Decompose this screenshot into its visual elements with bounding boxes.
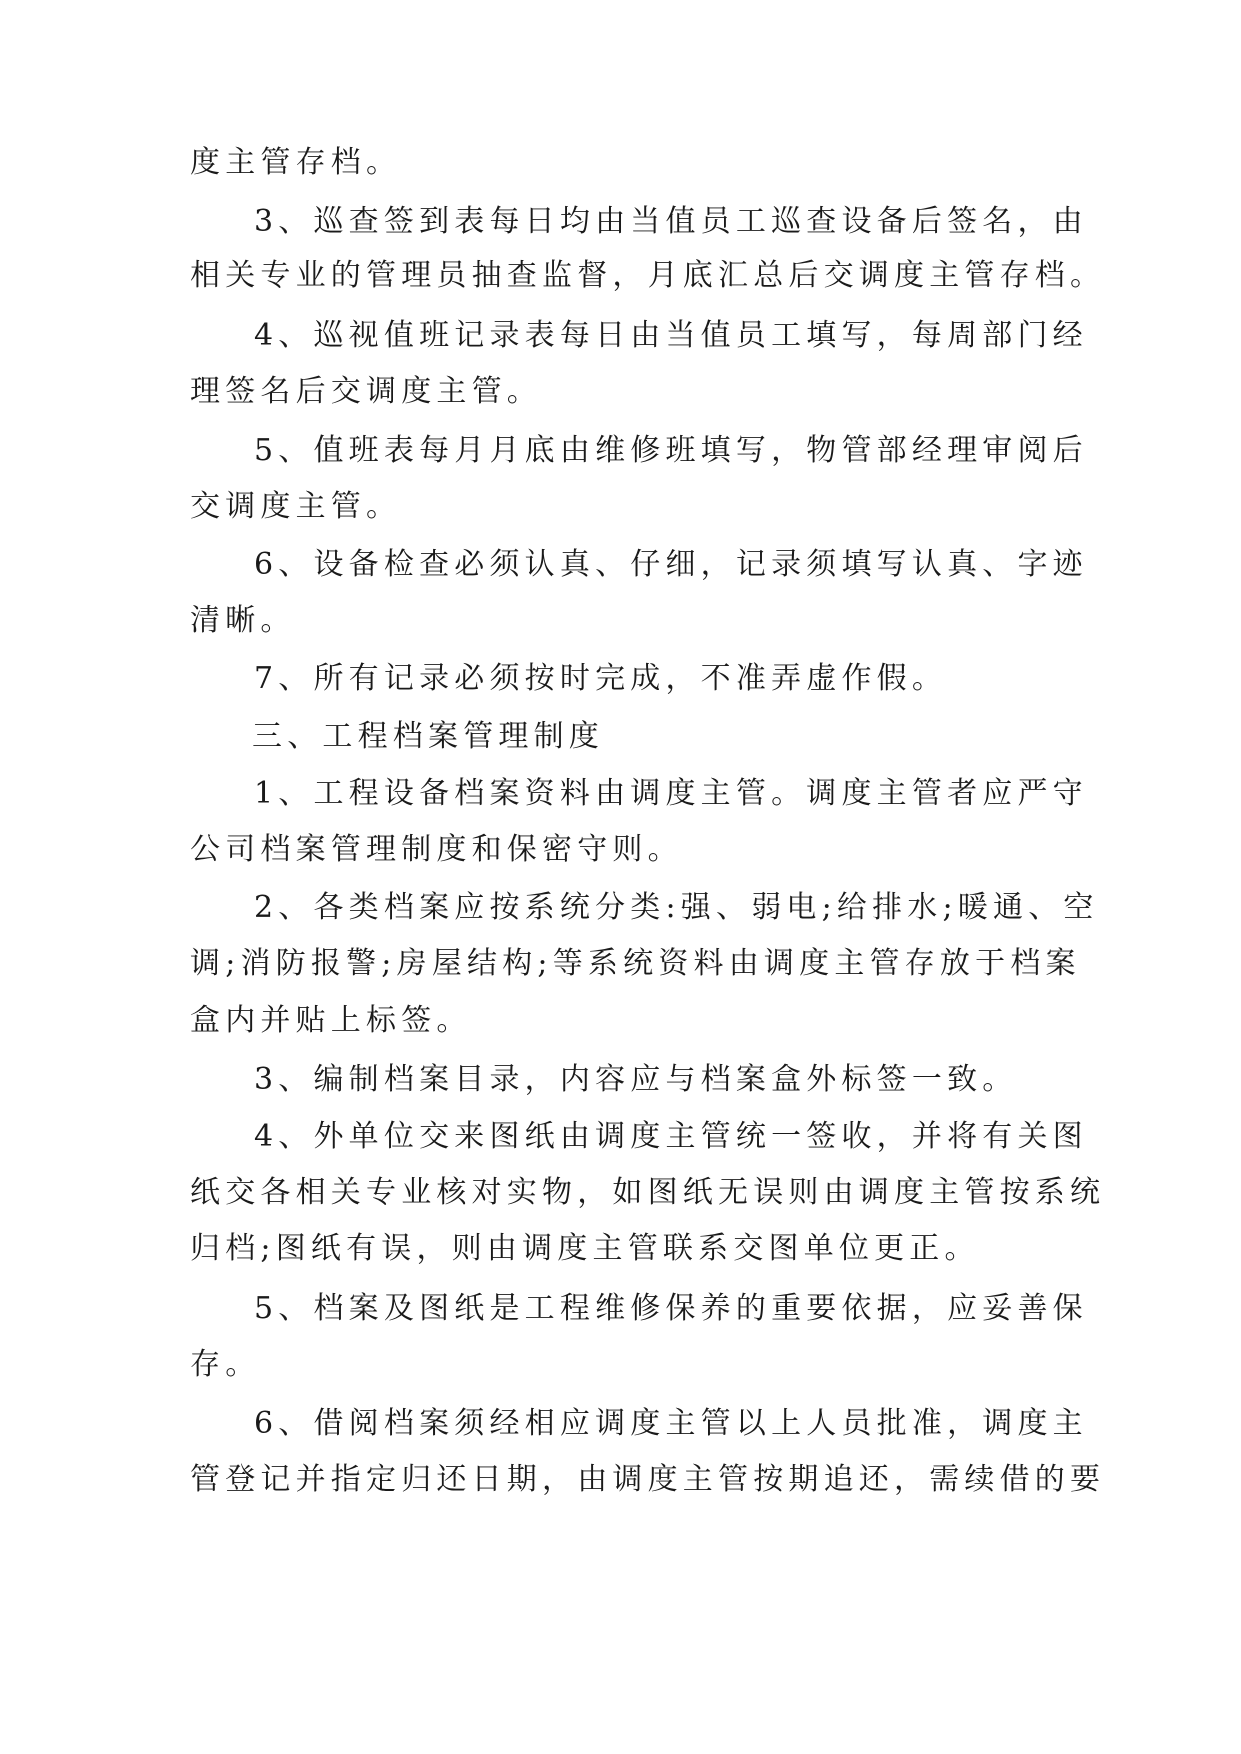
- text-line: 6、借阅档案须经相应调度主管以上人员批准，调度主: [254, 1406, 1088, 1441]
- text-line: 3、巡查签到表每日均由当值员工巡查设备后签名，由: [254, 204, 1088, 239]
- text-line: 4、外单位交来图纸由调度主管统一签收，并将有关图: [254, 1119, 1088, 1154]
- section-heading: 三、工程档案管理制度: [252, 719, 604, 754]
- text-line: 1、工程设备档案资料由调度主管。调度主管者应严守: [254, 776, 1088, 811]
- text-line: 6、设备检查必须认真、仔细，记录须填写认真、字迹: [254, 547, 1088, 582]
- text-line: 归档;图纸有误，则由调度主管联系交图单位更正。: [190, 1231, 980, 1266]
- text-line: 相关专业的管理员抽查监督，月底汇总后交调度主管存档。: [190, 258, 1106, 293]
- text-line: 交调度主管。: [190, 489, 402, 524]
- text-line: 度主管存档。: [190, 145, 402, 180]
- text-line: 4、巡视值班记录表每日由当值员工填写，每周部门经: [254, 318, 1088, 353]
- text-line: 存。: [190, 1347, 261, 1382]
- text-line: 清晰。: [190, 603, 296, 638]
- text-line: 7、所有记录必须按时完成，不准弄虚作假。: [254, 661, 948, 696]
- text-line: 管登记并指定归还日期，由调度主管按期追还，需续借的要: [190, 1462, 1106, 1497]
- text-line: 纸交各相关专业核对实物，如图纸无误则由调度主管按系统: [190, 1175, 1106, 1210]
- text-line: 公司档案管理制度和保密守则。: [190, 832, 683, 867]
- text-line: 5、档案及图纸是工程维修保养的重要依据，应妥善保: [254, 1291, 1088, 1326]
- text-line: 盒内并贴上标签。: [190, 1003, 472, 1038]
- text-line: 理签名后交调度主管。: [190, 374, 542, 409]
- text-line: 调;消防报警;房屋结构;等系统资料由调度主管存放于档案: [190, 946, 1081, 981]
- text-line: 2、各类档案应按系统分类:强、弱电;给排水;暖通、空: [254, 890, 1099, 925]
- text-line: 3、编制档案目录，内容应与档案盒外标签一致。: [254, 1062, 1018, 1097]
- text-line: 5、值班表每月月底由维修班填写，物管部经理审阅后: [254, 433, 1088, 468]
